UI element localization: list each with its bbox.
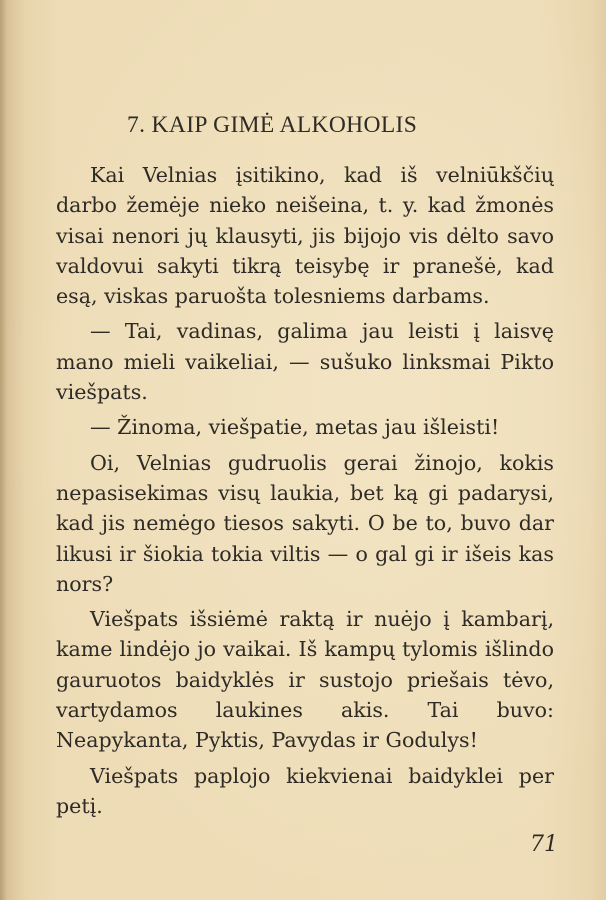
paragraph: Oi, Velnias gudruolis gerai žinojo, kokis nepasisekimas visų laukia, bet ką gi padarysi, kad jis nemėgo tiesos sakyti. O be to, buvo dar likusi ir šiokia tokia viltis — o gal gi ir išeis kas nors? [56, 450, 554, 596]
page-number: 71 [530, 832, 558, 857]
paragraph: Viešpats išsiėmė raktą ir nuėjo į kambarį, kame lindėjo jo vaikai. Iš kampų tylomis išlindo gauruotos baidyklės ir sustojo priešais tėvo, vartydamos laukines akis. Tai buvo: Neapykanta, Pyktis, Pavydas ir Godulys! [56, 607, 554, 753]
paragraph: — Tai, vadinas, galima jau leisti į laisvę mano mieli vaikeliai, — sušuko linksmai Pikto viešpats. [56, 319, 554, 405]
paragraph: Kai Velnias įsitikino, kad iš velniūkščių darbo žemėje nieko neišeina, t. y. kad žmonės visai nenori jų klausyti, jis bijojo vis dėlto savo valdovui sakyti tikrą teisybę ir pranešė, kad esą, viskas paruošta tolesniems darbams. [56, 163, 554, 309]
chapter-title: 7. KAIP GIMĖ ALKOHOLIS [127, 112, 418, 138]
page-fold-shadow [0, 0, 7, 900]
chapter-body [56, 160, 554, 821]
paragraph: — Žinoma, viešpatie, metas jau išleisti! [90, 415, 500, 440]
paragraph: Viešpats paplojo kiekvienai baidyklei per petį. [56, 763, 554, 818]
